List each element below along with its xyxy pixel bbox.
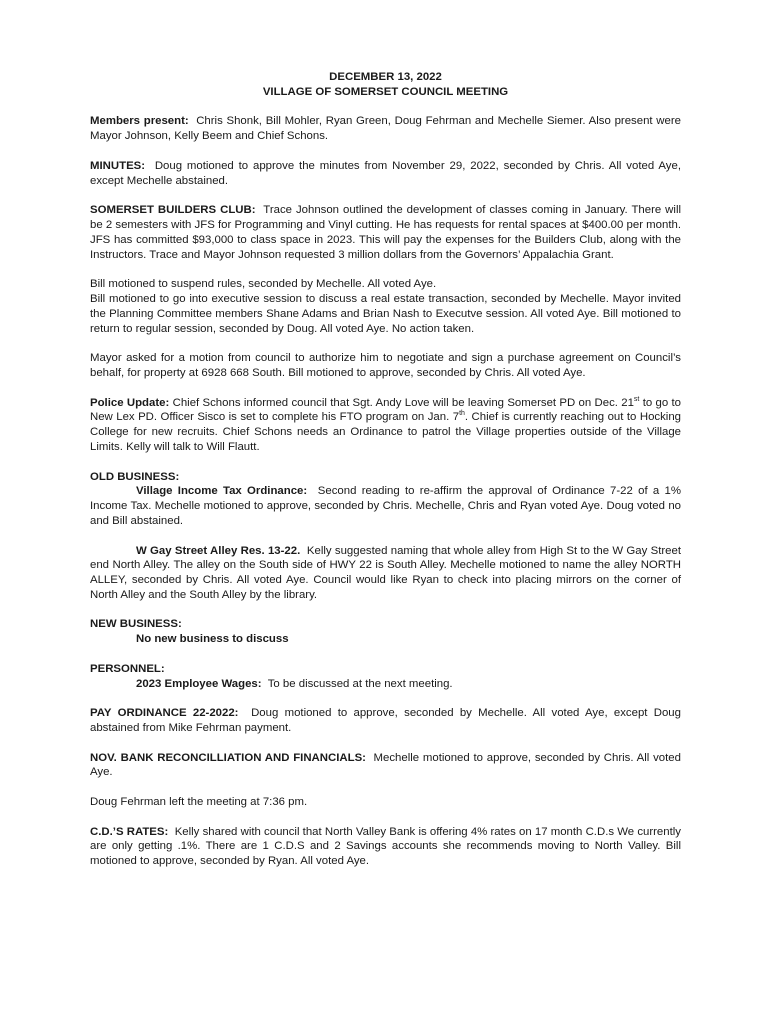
suspend-rules-line: Bill motioned to suspend rules, seconded by Mechelle. All voted Aye. (90, 278, 437, 291)
meeting-title: VILLAGE OF SOMERSET COUNCIL MEETING (262, 85, 509, 98)
departure-line: Doug Fehrman left the meeting at 7:36 pm. (90, 796, 308, 809)
alley-resolution-label: W Gay Street Alley Res. 13-22. (136, 544, 301, 557)
old-business-heading (90, 470, 681, 485)
minutes-document (90, 70, 681, 884)
bank-reconciliation-paragraph (90, 751, 681, 781)
builders-club-label: SOMERSET BUILDERS CLUB: (90, 204, 256, 217)
minutes-text: Doug motioned to approve the minutes from November 29, 2022, seconded by Chris. All voted Aye, except Mechelle abstained. (90, 159, 681, 187)
builders-club-paragraph (90, 203, 681, 262)
personnel-label: PERSONNEL: (90, 662, 165, 675)
new-business-heading (90, 617, 681, 632)
minutes-paragraph (90, 159, 681, 189)
document-header (90, 70, 681, 100)
cd-rates-paragraph (90, 825, 681, 869)
pay-ordinance-label: PAY ORDINANCE 22-2022: (90, 707, 239, 720)
old-business-block (90, 470, 681, 529)
old-business-label: OLD BUSINESS: (90, 470, 180, 483)
police-update-paragraph (90, 396, 681, 455)
employee-wages-text: To be discussed at the next meeting. (267, 677, 453, 690)
personnel-block (90, 662, 681, 692)
bank-reconciliation-label: NOV. BANK RECONCILLIATION AND FINANCIALS: (90, 751, 366, 764)
employee-wages-label: 2023 Employee Wages: (136, 677, 262, 690)
bank-reconciliation-text: Mechelle motioned to approve, seconded by Chris. All voted Aye. (90, 751, 681, 779)
police-update-text-a: Chief Schons informed council that Sgt. Andy Love will be leaving Somerset PD on Dec. 21 (172, 396, 634, 409)
builders-club-text: Trace Johnson outlined the development of classes coming in January. There will be 2 semesters with JFS for Programming and Vinyl cutting. He has requests for rental spaces at $400.00 per month. JFS has committed $93,000 to class space in 2023. This will pay the expenses for the Builders Club, along with the Instructors. Trace and Mayor Johnson requested 3 million dollars from the Governors’ Appalachia Grant. (90, 204, 682, 261)
police-update-label: Police Update: (90, 396, 170, 409)
income-tax-text: Second reading to re-affirm the approval of Ordinance 7-22 of a 1% Income Tax. Mechelle motioned to approve, seconded by Chris. Mechelle, Chris and Ryan voted Aye. Doug voted no and Bill abstained. (90, 485, 681, 527)
members-text: Chris Shonk, Bill Mohler, Ryan Green, Doug Fehrman and Mechelle Siemer. Also present were Mayor Johnson, Kelly Beem and Chief Schons. (90, 115, 681, 143)
cd-rates-label: C.D.’S RATES: (90, 825, 169, 838)
executive-session-paragraph: Bill motioned to go into executive session to discuss a real estate transaction, seconded by Mechelle. Mayor invited the Planning Committee members Shane Adams and Brian Nash to Executve session. All voted Aye. Bill motioned to return to regular session, seconded by Doug. All voted Aye. No action taken. (90, 292, 681, 335)
new-business-block (90, 617, 681, 647)
pay-ordinance-paragraph (90, 706, 681, 736)
income-tax-label: Village Income Tax Ordinance: (136, 485, 308, 498)
police-update-sup-a: st (633, 395, 640, 403)
new-business-label: NEW BUSINESS: (90, 618, 182, 631)
income-tax-paragraph (90, 484, 681, 528)
new-business-note: No new business to discuss (136, 633, 289, 646)
alley-resolution-paragraph (90, 544, 681, 603)
executive-session-block (90, 277, 681, 336)
police-update-text-c: . Chief is currently reaching out to Hocking College for new recruits. Chief Schons needs an Ordinance to patrol the Village properties outside of the Village Limits. Kelly will talk to Will Flautt. (90, 411, 681, 453)
members-label: Members present: (90, 115, 189, 128)
employee-wages-line (90, 677, 681, 692)
pay-ordinance-text: Doug motioned to approve, seconded by Mechelle. All voted Aye, except Doug abstained from Mike Fehrman payment. (90, 707, 681, 735)
police-update-text-b: to go to New Lex PD. Officer Sisco is set to complete his FTO program on Jan. 7 (90, 396, 681, 424)
purchase-agreement-paragraph: Mayor asked for a motion from council to authorize him to negotiate and sign a purchase agreement on Council’s behalf, for property at 6928 668 South. Bill motioned to approve, seconded by Chris. All voted Aye. (90, 352, 681, 379)
cd-rates-text: Kelly shared with council that North Valley Bank is offering 4% rates on 17 month C.D.s We currently are only getting .1%. There are 1 C.D.S and 2 Savings accounts she recommends moving to North Valley. Bill motioned to approve, seconded by Ryan. All voted Aye. (90, 825, 681, 868)
members-paragraph (90, 114, 681, 144)
police-update-sup-b: th (459, 410, 465, 418)
personnel-heading (90, 662, 681, 677)
minutes-label: MINUTES: (90, 159, 146, 172)
new-business-text (90, 632, 681, 647)
alley-resolution-text: Kelly suggested naming that whole alley from High St to the W Gay Street end North Alley. The alley on the South side of HWY 22 is South Alley. Mechelle motioned to name the alley NORTH ALLEY, seconded by Chris. All voted Aye. Council would like Ryan to check into placing mirrors on the corner of North Alley and the South Alley by the library. (90, 544, 681, 601)
meeting-date: DECEMBER 13, 2022 (329, 71, 442, 83)
